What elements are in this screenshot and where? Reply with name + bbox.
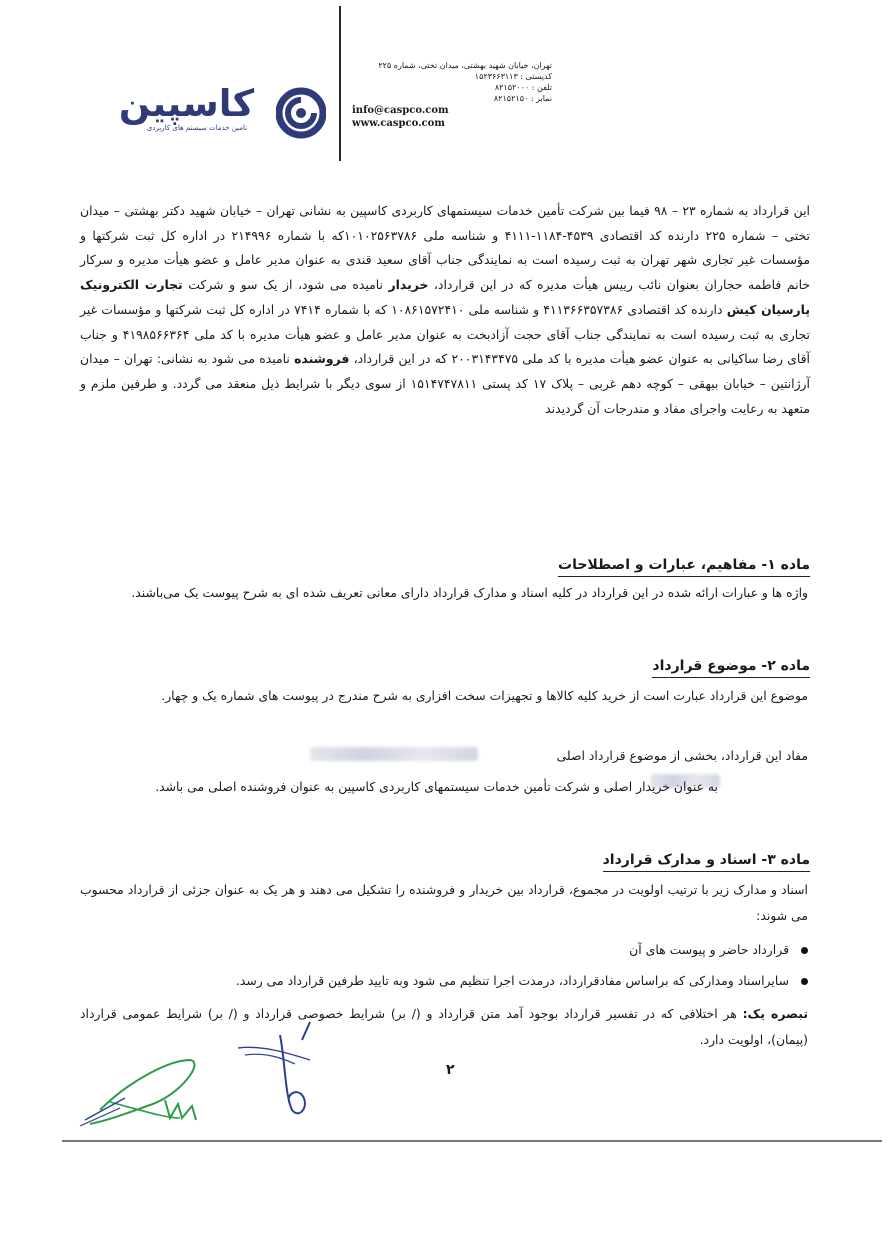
phone: تلفن : ۸۲۱۵۲۰۰۰ [494, 83, 552, 92]
bullet-icon [801, 978, 808, 985]
article-1-text: واژه ها و عبارات ارائه شده در این قرارداد در کلیه اسناد و مدارک قرارداد دارای معانی تعریف شده ای به شرح پیوست یک می‌باشند. [131, 585, 808, 600]
note-label: تبصره یک: [742, 1006, 808, 1021]
caspian-logo-icon [276, 86, 326, 140]
company-logo [104, 84, 326, 146]
header-divider [339, 6, 341, 161]
logo-text: کاسپین [118, 82, 255, 125]
note-text: هر اختلافی که در تفسیر قرارداد بوجود آمد متن قرارداد و (/ بر) شرایط خصوصی قرارداد و (/ بر) شرایط عمومی قرارداد (پیمان)، اولویت دارد. [80, 1006, 808, 1047]
intro-part-4: نامیده می شود به نشانی: تهران – میدان آرژانتین – خیابان بیهقی – کوچه دهم غربی – پلاک ۱۷ کد پستی ۱۵۱۴۷۴۷۸۱۱ از سوی دیگر با شرایط ذیل منعقد می گردد. و طرفین ملزم و متعهد به رعایت واجرای مفاد و مندرجات آن گردیدند [80, 351, 810, 416]
article-2-text-3: به عنوان خریدار اصلی و شرکت تأمین خدمات سیستمهای کاربردی کاسپین به عنوان فروشنده اصلی می باشد. [155, 779, 718, 794]
bullet-icon [801, 947, 808, 954]
email: info@caspco.com [352, 105, 449, 116]
logo-subtitle: تامین خدمات سیستم های کاربردی [146, 124, 248, 132]
intro-part-2: نامیده می شود، از یک سو و شرکت [182, 277, 389, 293]
address: تهران، خیابان شهید بهشتی، میدان تختی، شماره ۲۲۵ [378, 61, 552, 70]
article-2-heading: ماده ۲- موضوع قرارداد [652, 656, 810, 678]
intro-part-1: این قرارداد به شماره ۲۳ – ۹۸ فیما بین شرکت تأمین خدمات سیستمهای کاربردی کاسپین به نشانی تهران – خیابان شهید دکتر بهشتی – میدان تختی – شماره ۲۲۵ دارنده کد اقتصادی ۴۵۳۹-۱۱۸۴-۴۱۱۱ و شناسه ملی ۱۰۱۰۲۵۶۳۷۸۶که با شماره ۲۱۴۹۹۶ در اداره کل ثبت شرکتها و مؤسسات غیر تجاری شهر تهران به ثبت رسیده است به نمایندگی جناب آقای سعید قندی به عنوان مدیر عامل و عضو هیأت مدیره و سرکار خانم فاطمه حجاران بعنوان نائب رییس هیأت مدیره که در این قرارداد، [80, 203, 810, 293]
list-item [629, 940, 808, 960]
article-1-heading: ماده ۱- مفاهیم، عبارات و اصطلاحات [558, 555, 810, 577]
signature-icon [70, 1000, 350, 1140]
seller-label: فروشنده [294, 351, 350, 367]
seller-company-name: تجارت الکترونیک پارسیان کیش [80, 277, 810, 317]
contract-intro [80, 199, 810, 421]
article-2-text-2: مفاد این قرارداد، بخشی از موضوع قرارداد اصلی [556, 748, 808, 763]
intro-part-3: دارنده کد اقتصادی ۴۱۱۳۶۶۳۵۷۳۸۶ و شناسه ملی ۱۰۸۶۱۵۷۲۴۱۰ که با شماره ۷۴۱۴ در اداره کل ثبت شرکتها و مؤسسات غیر تجاری به ثبت رسیده است به نمایندگی جناب آقای حجت آزادبخت به عنوان مدیر عامل و عضو هیأت مدیره با کد ملی ۴۱۹۸۵۶۶۳۶۴ و جناب آقای رضا ساکیانی به عنوان عضو هیأت مدیره با کد ملی ۲۰۰۳۱۴۳۴۷۵ که در این قرارداد، [80, 301, 810, 367]
website: www.caspco.com [352, 118, 445, 129]
article-3-heading: ماده ۳- اسناد و مدارک قرارداد [603, 850, 810, 872]
list-item-text: سایراسناد ومدارکی که براساس مفادقرارداد، درمدت اجرا تنظیم می شود وبه تایید طرفین قرارداد می رسد. [235, 973, 789, 988]
page-number: ۲ [446, 1062, 455, 1078]
buyer-label: خریدار [388, 277, 429, 293]
article-3-text: اسناد و مدارک زیر با ترتیب اولویت در مجموع، قرارداد بین خریدار و فروشنده را تشکیل می دهند و هر یک به عنوان جزئی از قرارداد محسوب می شوند: [80, 882, 808, 923]
article-2-text-1: موضوع این قرارداد عبارت است از خرید کلیه کالاها و تجهیزات سخت افزاری به شرح مندرج در پیوست های شماره یک و چهار. [161, 688, 808, 703]
postal-code: کدپستی : ۱۵۲۳۶۶۳۱۱۳ [474, 72, 552, 81]
footer-divider [62, 1140, 882, 1142]
contact-block [352, 60, 552, 130]
redacted-text [310, 747, 478, 761]
fax: نمابر : ۸۲۱۵۲۱۵۰ [493, 94, 552, 103]
list-item [236, 971, 808, 991]
list-item-text: قرارداد حاضر و پیوست های آن [629, 942, 789, 957]
